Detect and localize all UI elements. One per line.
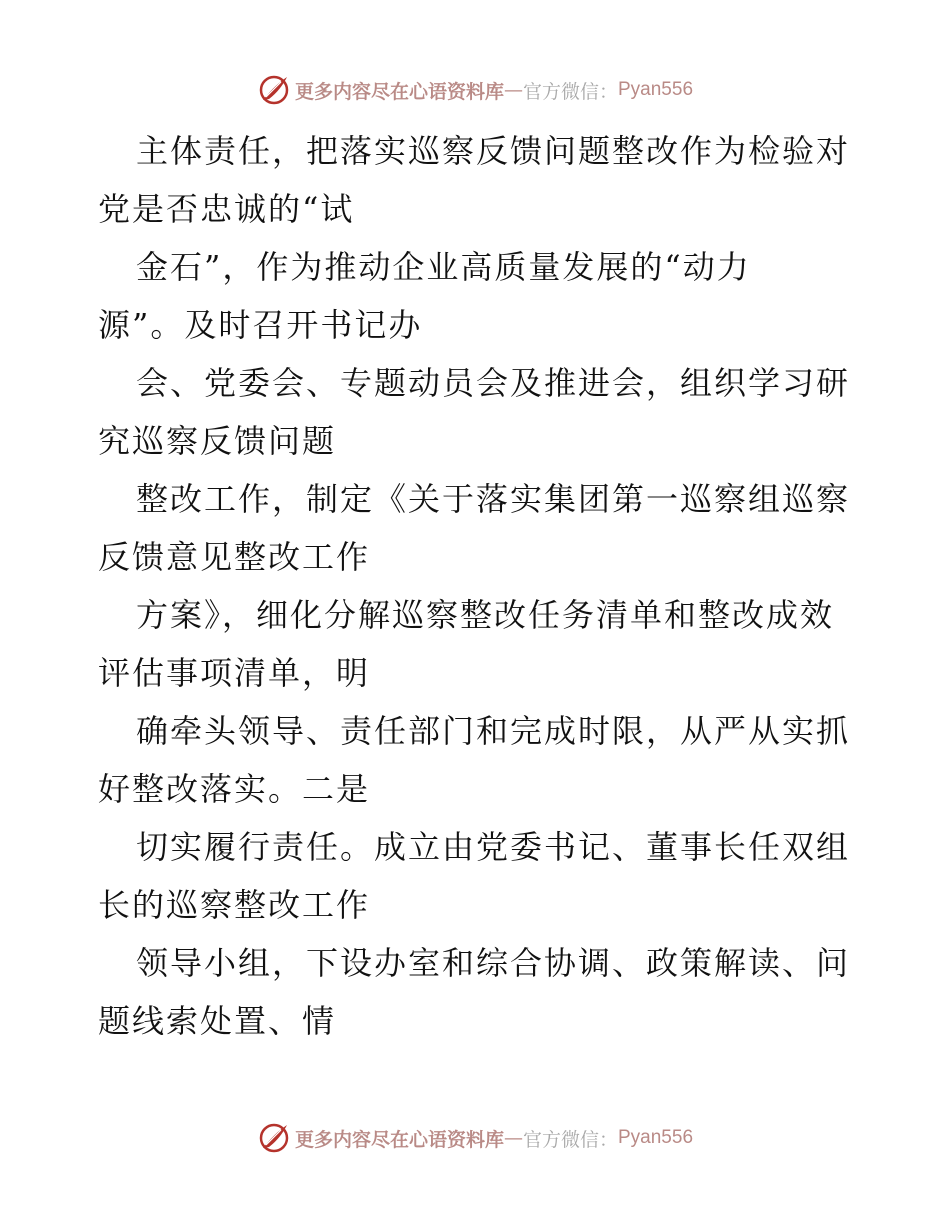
body-line: 整改工作，制定《关于落实集团第一巡察组巡察 bbox=[136, 480, 851, 518]
header-site-name: 更多内容尽在心语资料库 bbox=[294, 80, 504, 103]
body-line: 好整改落实。二是 bbox=[98, 770, 371, 808]
body-line: 评估事项清单，明 bbox=[98, 654, 371, 692]
footer-banner bbox=[0, 1118, 950, 1158]
quill-logo-icon bbox=[257, 1121, 291, 1155]
body-line: 主体责任，把落实巡察反馈问题整改作为检验对 bbox=[136, 132, 851, 170]
header-wechat-id: Pyan556 bbox=[618, 79, 694, 100]
body-line: 究巡察反馈问题 bbox=[98, 422, 337, 460]
body-line: 领导小组，下设办室和综合协调、政策解读、问 bbox=[136, 944, 851, 982]
body-line: 长的巡察整改工作 bbox=[98, 886, 371, 924]
body-line: 会、党委会、专题动员会及推进会，组织学习研 bbox=[136, 364, 851, 402]
body-line: 金石”，作为推动企业高质量发展的“动力 bbox=[136, 248, 751, 286]
body-line: 题线索处置、情 bbox=[98, 1002, 337, 1040]
footer-wechat-id: Pyan556 bbox=[618, 1127, 694, 1148]
body-text bbox=[98, 122, 858, 1050]
body-line: 党是否忠诚的“试 bbox=[98, 190, 355, 228]
body-line: 反馈意见整改工作 bbox=[98, 538, 371, 576]
body-line: 源”。及时召开书记办 bbox=[98, 306, 423, 344]
footer-separator: — bbox=[503, 1127, 523, 1149]
quill-logo-icon bbox=[257, 73, 291, 107]
header-wechat-label: 官方微信： bbox=[522, 80, 618, 103]
footer-site-name: 更多内容尽在心语资料库 bbox=[294, 1128, 504, 1151]
body-line: 切实履行责任。成立由党委书记、董事长任双组 bbox=[136, 828, 851, 866]
body-line: 确牵头领导、责任部门和完成时限，从严从实抓 bbox=[136, 712, 851, 750]
header-banner bbox=[0, 70, 950, 110]
header-separator: — bbox=[503, 79, 523, 101]
body-line: 方案》，细化分解巡察整改任务清单和整改成效 bbox=[136, 596, 835, 634]
footer-wechat-label: 官方微信： bbox=[522, 1128, 618, 1151]
